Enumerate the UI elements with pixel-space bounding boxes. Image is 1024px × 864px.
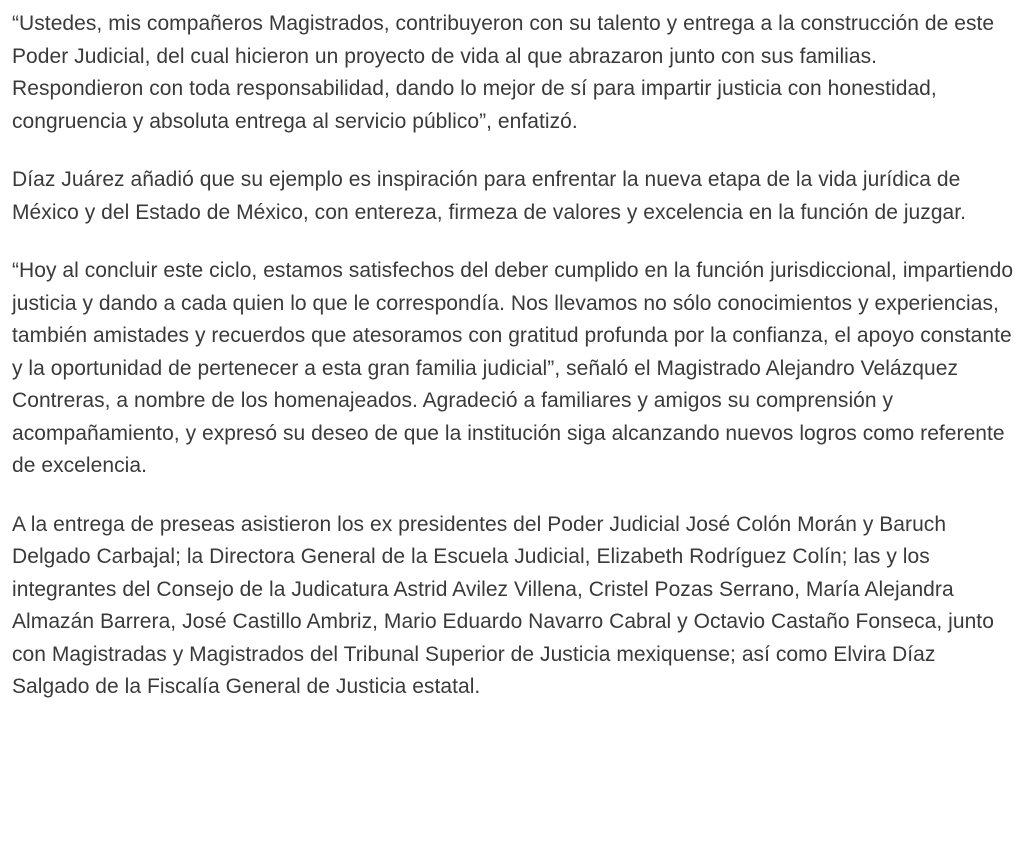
paragraph-diaz-juarez: Díaz Juárez añadió que su ejemplo es inspiración para enfrentar la nueva etapa de la vida jurídica de México y del Estado de México, con entereza, firmeza de valores y excelencia en la función de juzgar. xyxy=(12,168,967,224)
paragraph-attendees: A la entrega de preseas asistieron los ex presidentes del Poder Judicial José Colón Morán y Baruch Delgado Carbajal; la Directora General de la Escuela Judicial, Elizabeth Rodríguez Colín; las y los integrantes del Consejo de la Judicatura Astrid Avilez Villena, Cristel Pozas Serrano, María Alejandra Almazán Barrera, José Castillo Ambriz, Mario Eduardo Navarro Cabral y Octavio Castaño Fonseca, junto con Magistradas y Magistrados del Tribunal Superior de Justicia mexiquense; así como Elvira Díaz Salgado de la Fiscalía General de Justicia estatal. xyxy=(12,512,994,698)
paragraph-quote-velazquez: “Hoy al concluir este ciclo, estamos satisfechos del deber cumplido en la función jurisdiccional, impartiendo justicia y dando a cada quien lo que le correspondía. Nos llevamos no sólo conocimientos y experiencias, también amistades y recuerdos que atesoramos con gratitud profunda por la confianza, el apoyo constante y la oportunidad de pertenecer a esta gran familia judicial”, señaló el Magistrado Alejandro Velázquez Contreras, a nombre de los homenajeados. Agradeció a familiares y amigos su comprensión y acompañamiento, y expresó su deseo de que la institución siga alcanzando nuevos logros como referente de excelencia. xyxy=(12,259,1014,477)
paragraph-quote-magistrados: “Ustedes, mis compañeros Magistrados, contribuyeron con su talento y entrega a la construcción de este Poder Judicial, del cual hicieron un proyecto de vida al que abrazaron junto con sus familias. Respondieron con toda responsabilidad, dando lo mejor de sí para impartir justicia con honestidad, congruencia y absoluta entrega al servicio público”, enfatizó. xyxy=(12,12,995,133)
